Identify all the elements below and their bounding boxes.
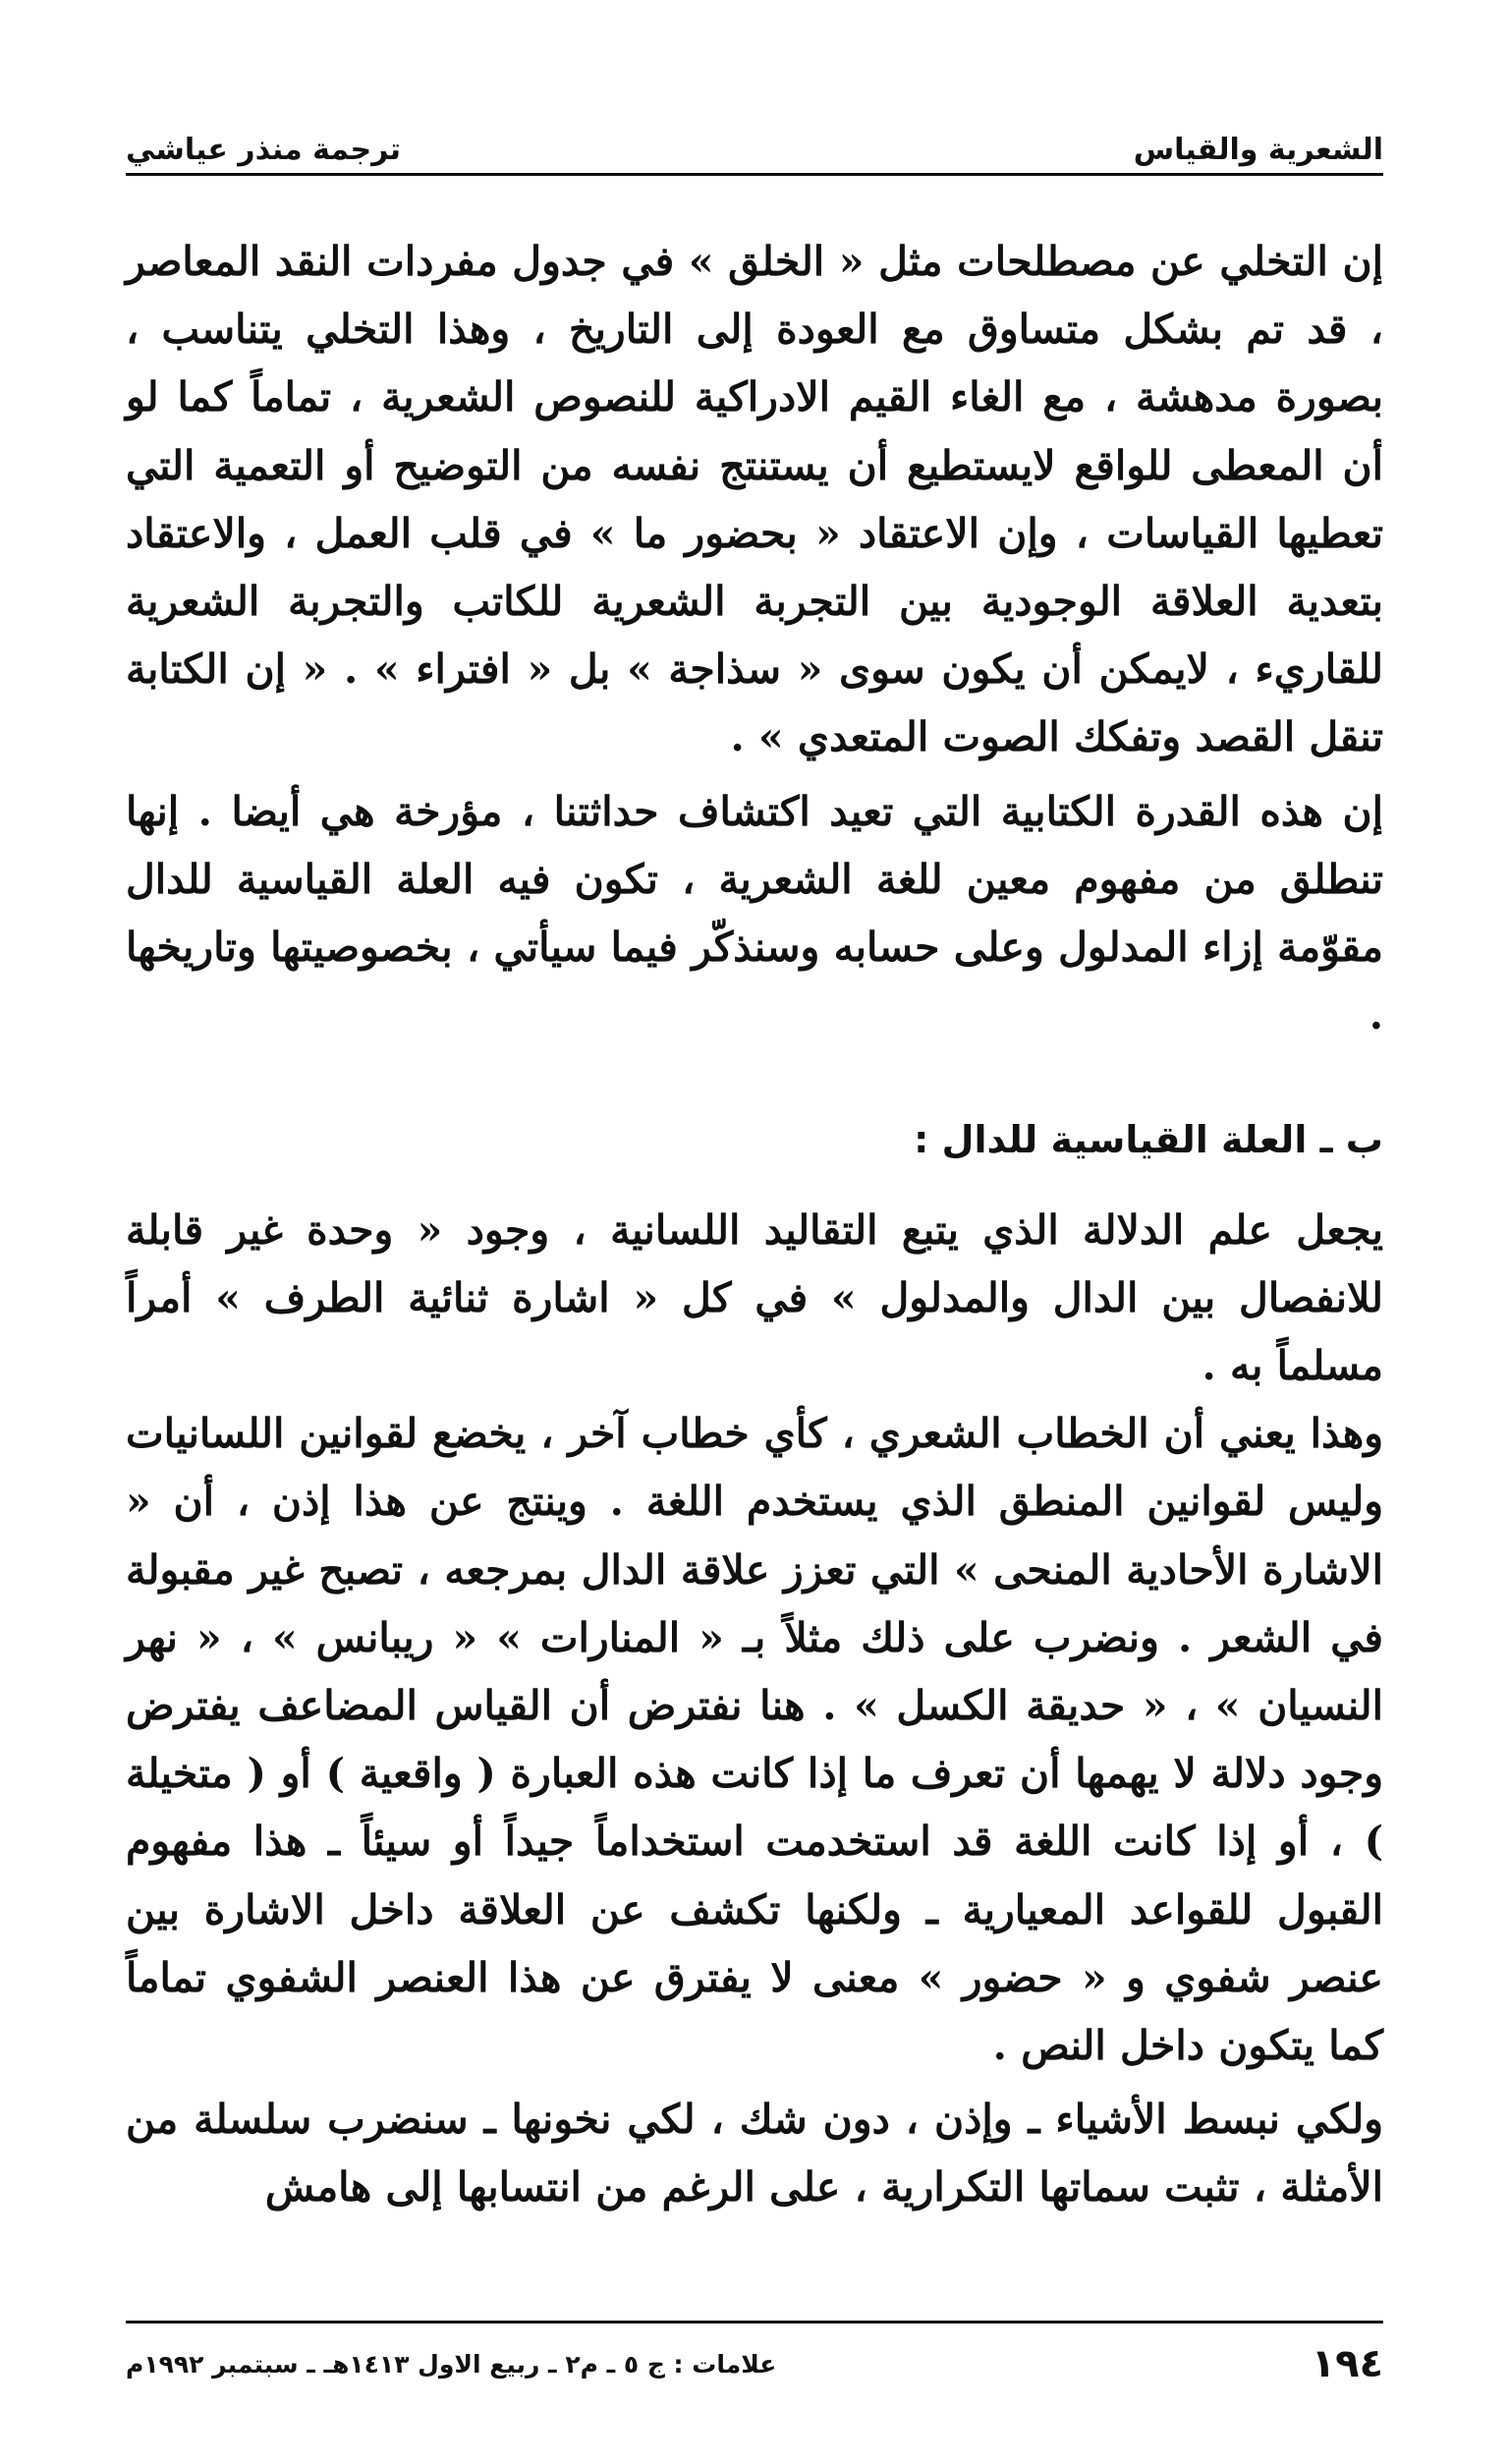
header-divider <box>126 173 1383 176</box>
page-header <box>126 108 1383 167</box>
page-number: ١٩٤ <box>1311 2341 1383 2386</box>
paragraph-2: إن هذه القدرة الكتابية التي تعيد اكتشاف حداثتنا ، مؤرخة هي أيضا . إنها تنطلق من مفهوم معين للغة الشعرية ، تكون فيه العلة القياسية للدال مقوّمة إزاء المدلول وعلى حسابه وسنذكّر فيما سيأتي ، بخصوصيتها وتاريخها . <box>126 787 1383 1039</box>
section-paragraph-3: ولكي نبسط الأشياء ـ وإذن ، دون شك ، لكي نخونها ـ سنضرب سلسلة من الأمثلة ، تثبت سماتها التكرارية ، على الرغم من انتسابها إلى هامش <box>126 2096 1383 2212</box>
journal-citation: علامات : ج ٥ ـ م٢ ـ ربيع الاول ١٤١٣هـ ـ سبتمبر ١٩٩٢م <box>126 2349 777 2379</box>
section-heading: ب ـ العلة القياسية للدال : <box>914 1118 1383 1162</box>
footer-divider <box>126 2321 1383 2324</box>
running-title-left: ترجمة منذر عياشي <box>126 133 402 167</box>
section-paragraph-1: يجعل علم الدلالة الذي يتبع التقاليد اللسانية ، وجود « وحدة غير قابلة للانفصال بين الدال والمدلول » في كل « اشارة ثنائية الطرف » أمراً مسلماً به . <box>126 1205 1383 1390</box>
section-paragraph-2: وهذا يعني أن الخطاب الشعري ، كأي خطاب آخر ، يخضع لقوانين اللسانيات وليس لقوانين المنطق الذي يستخدم اللغة . وينتج عن هذا إذن ، أن « الاشارة الأحادية المنحى » التي تعزز علاقة الدال بمرجعه ، تصبح غير مقبولة في الشعر . ونضرب على ذلك مثلاً بـ « المنارات » « ريبانس » ، « نهر النسيان » ، « حديقة الكسل » . هنا نفترض أن القياس المضاعف يفترض وجود دلالة لا يهمها أن تعرف ما إذا كانت هذه العبارة ( واقعية ) أو ( متخيلة ) ، أو إذا كانت اللغة قد استخدمت استخداماً جيداً أو سيئاً ـ هذا مفهوم القبول للقواعد المعيارية ـ ولكنها تكشف عن العلاقة داخل الاشارة بين عنصر شفوي و « حضور » معنى لا يفترق عن هذا العنصر الشفوي تماماً كما يتكون داخل النص . <box>126 1410 1383 2070</box>
running-title-right: الشعرية والقياس <box>1133 133 1383 167</box>
page-footer <box>126 2334 1383 2393</box>
main-text <box>126 228 1383 2222</box>
paragraph-1: إن التخلي عن مصطلحات مثل « الخلق » في جدول مفردات النقد المعاصر ، قد تم بشكل متساوق مع العودة إلى التاريخ ، وهذا التخلي يتناسب ، بصورة مدهشة ، مع الغاء القيم الادراكية للنصوص الشعرية ، تماماً كما لو أن المعطى للواقع لايستطيع أن يستنتج نفسه من التوضيح أو التعمية التي تعطيها القياسات ، وإن الاعتقاد « بحضور ما » في قلب العمل ، والاعتقاد بتعدية العلاقة الوجودية بين التجربة الشعرية للكاتب والتجربة الشعرية للقاريء ، لايمكن أن يكون سوى « سذاجة » بل « افتراء » . « إن الكتابة تنقل القصد وتفكك الصوت المتعدي » . <box>126 238 1383 761</box>
